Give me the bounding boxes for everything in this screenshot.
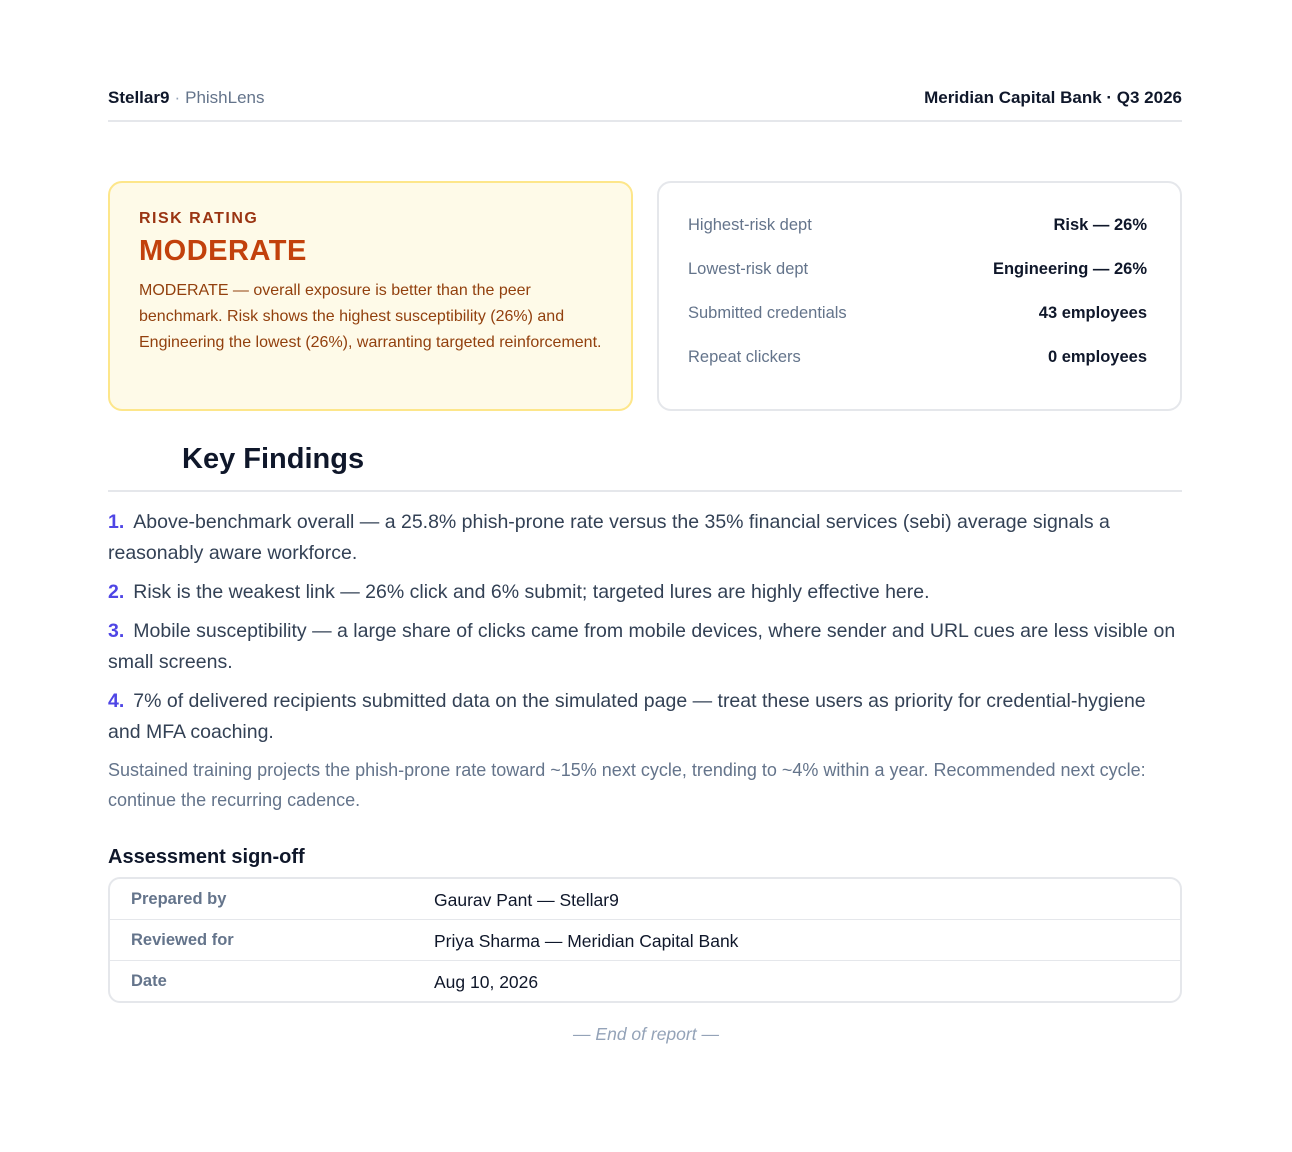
report-header	[108, 86, 1182, 122]
signoff-key: Reviewed for	[131, 931, 234, 949]
finding-item	[108, 686, 1182, 748]
divider	[108, 490, 1182, 492]
stats-card	[657, 181, 1182, 411]
stat-row-highest-risk	[688, 203, 1147, 247]
stat-label: Repeat clickers	[688, 347, 801, 366]
stat-value: 0 employees	[1047, 347, 1147, 366]
stat-row-submitted-credentials	[688, 291, 1147, 335]
brand-name: Stellar9	[108, 88, 170, 107]
stat-value: 43 employees	[1038, 303, 1147, 322]
stat-value: Engineering — 26%	[992, 259, 1147, 278]
stat-row-lowest-risk	[688, 247, 1147, 291]
signoff-table	[108, 877, 1182, 1003]
finding-text: Risk is the weakest link — 26% click and 6% submit; targeted lures are highly effective here.	[133, 581, 930, 603]
risk-rating-card	[108, 181, 633, 411]
signoff-value: Aug 10, 2026	[434, 972, 539, 992]
finding-text: Above-benchmark overall — a 25.8% phish-prone rate versus the 35% financial services (sebi) average signals a reasonably aware workforce.	[108, 511, 1110, 564]
stat-label: Highest-risk dept	[688, 215, 812, 234]
finding-text: 7% of delivered recipients submitted data on the simulated page — treat these users as priority for credential-hygiene and MFA coaching.	[108, 690, 1146, 743]
stat-row-repeat-clickers	[688, 335, 1147, 379]
signoff-key: Prepared by	[131, 890, 227, 908]
finding-item	[108, 507, 1182, 569]
stat-label: Lowest-risk dept	[688, 259, 809, 278]
signoff-key: Date	[131, 972, 167, 990]
signoff-row-date	[110, 961, 1180, 1002]
report-meta: Meridian Capital Bank · Q3 2026	[924, 88, 1182, 107]
brand-separator: ·	[174, 88, 181, 107]
finding-number: 4.	[108, 690, 125, 712]
product-name: PhishLens	[185, 88, 265, 107]
stat-label: Submitted credentials	[688, 303, 847, 322]
risk-summary: MODERATE — overall exposure is better than the peer benchmark. Risk shows the highest susceptibility (26%) and Engineering the lowest (26%), warranting targeted reinforcement.	[139, 282, 602, 351]
finding-text: Mobile susceptibility — a large share of clicks came from mobile devices, where sender and URL cues are less visible on small screens.	[108, 620, 1176, 673]
finding-number: 1.	[108, 511, 125, 533]
signoff-row-prepared-by	[110, 879, 1180, 920]
projection-note: Sustained training projects the phish-prone rate toward ~15% next cycle, trending to ~4% within a year. Recommended next cycle: continue the recurring cadence.	[108, 760, 1146, 810]
finding-number: 3.	[108, 620, 125, 642]
signoff-value: Gaurav Pant — Stellar9	[434, 890, 619, 910]
stat-value: Risk — 26%	[1053, 215, 1147, 234]
key-findings-title: Key Findings	[182, 443, 365, 475]
findings-list	[108, 507, 1182, 815]
risk-eyebrow: RISK RATING	[139, 210, 259, 227]
risk-level: MODERATE	[139, 235, 307, 267]
finding-number: 2.	[108, 581, 125, 603]
end-of-report: — End of report —	[573, 1024, 719, 1044]
signoff-value: Priya Sharma — Meridian Capital Bank	[434, 931, 739, 951]
signoff-title: Assessment sign-off	[108, 846, 305, 868]
brand	[108, 88, 265, 108]
finding-item	[108, 577, 1182, 608]
finding-item	[108, 616, 1182, 678]
signoff-row-reviewed-for	[110, 920, 1180, 961]
